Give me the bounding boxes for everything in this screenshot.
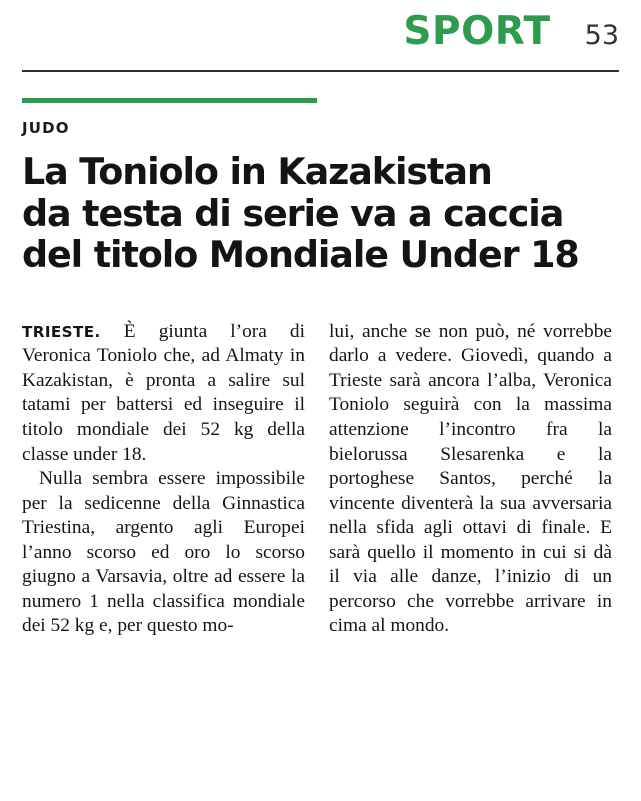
masthead <box>22 0 619 64</box>
page-number: 53 <box>584 20 619 51</box>
article-paragraph: lui, anche se non può, né vorrebbe darlo a vedere. Giovedì, quando a Trieste sarà ancora l’alba, Veronica Toniolo seguirà con la massima attenzione l’incontro fra la bielorussa Slesarenka e la portoghese Santos, perché la vincente diventerà la sua avversaria nella sfida agli ottavi di finale. E sarà quello il momento in cui si dà il via alle danze, l’inizio di un percorso che vorrebbe arrivare in cima al mondo. <box>329 320 612 637</box>
article-paragraph: Nulla sembra essere impossibile per la sedicenne della Ginnastica Triestina, argento agli Europei l’anno scorso ed oro lo scorso giugno a Varsavia, oltre ad essere la numero 1 nella classifica mondiale dei 52 kg e, per questo mo- <box>22 468 305 637</box>
article-column-left <box>22 320 305 639</box>
article-kicker: JUDO <box>22 119 70 137</box>
article-headline <box>22 151 619 276</box>
masthead-divider <box>22 70 619 72</box>
paragraph-text: È giunta l’ora di Veronica Toniolo che, ad Almaty in Kazakistan, è pronta a salire sul tatami per battersi ed inseguire il titolo mondiale dei 52 kg della classe under 18. <box>22 320 305 465</box>
article-column-right <box>329 320 612 639</box>
headline-line-3: del titolo Mondiale Under 18 <box>22 233 579 277</box>
headline-line-2: da testa di serie va a caccia <box>22 191 564 235</box>
article-body <box>22 320 619 639</box>
headline-line-1: La Toniolo in Kazakistan <box>22 150 492 193</box>
article-paragraph <box>22 320 305 467</box>
section-title: SPORT <box>403 9 551 54</box>
dateline: TRIESTE. <box>22 322 101 341</box>
accent-rule <box>22 98 317 103</box>
